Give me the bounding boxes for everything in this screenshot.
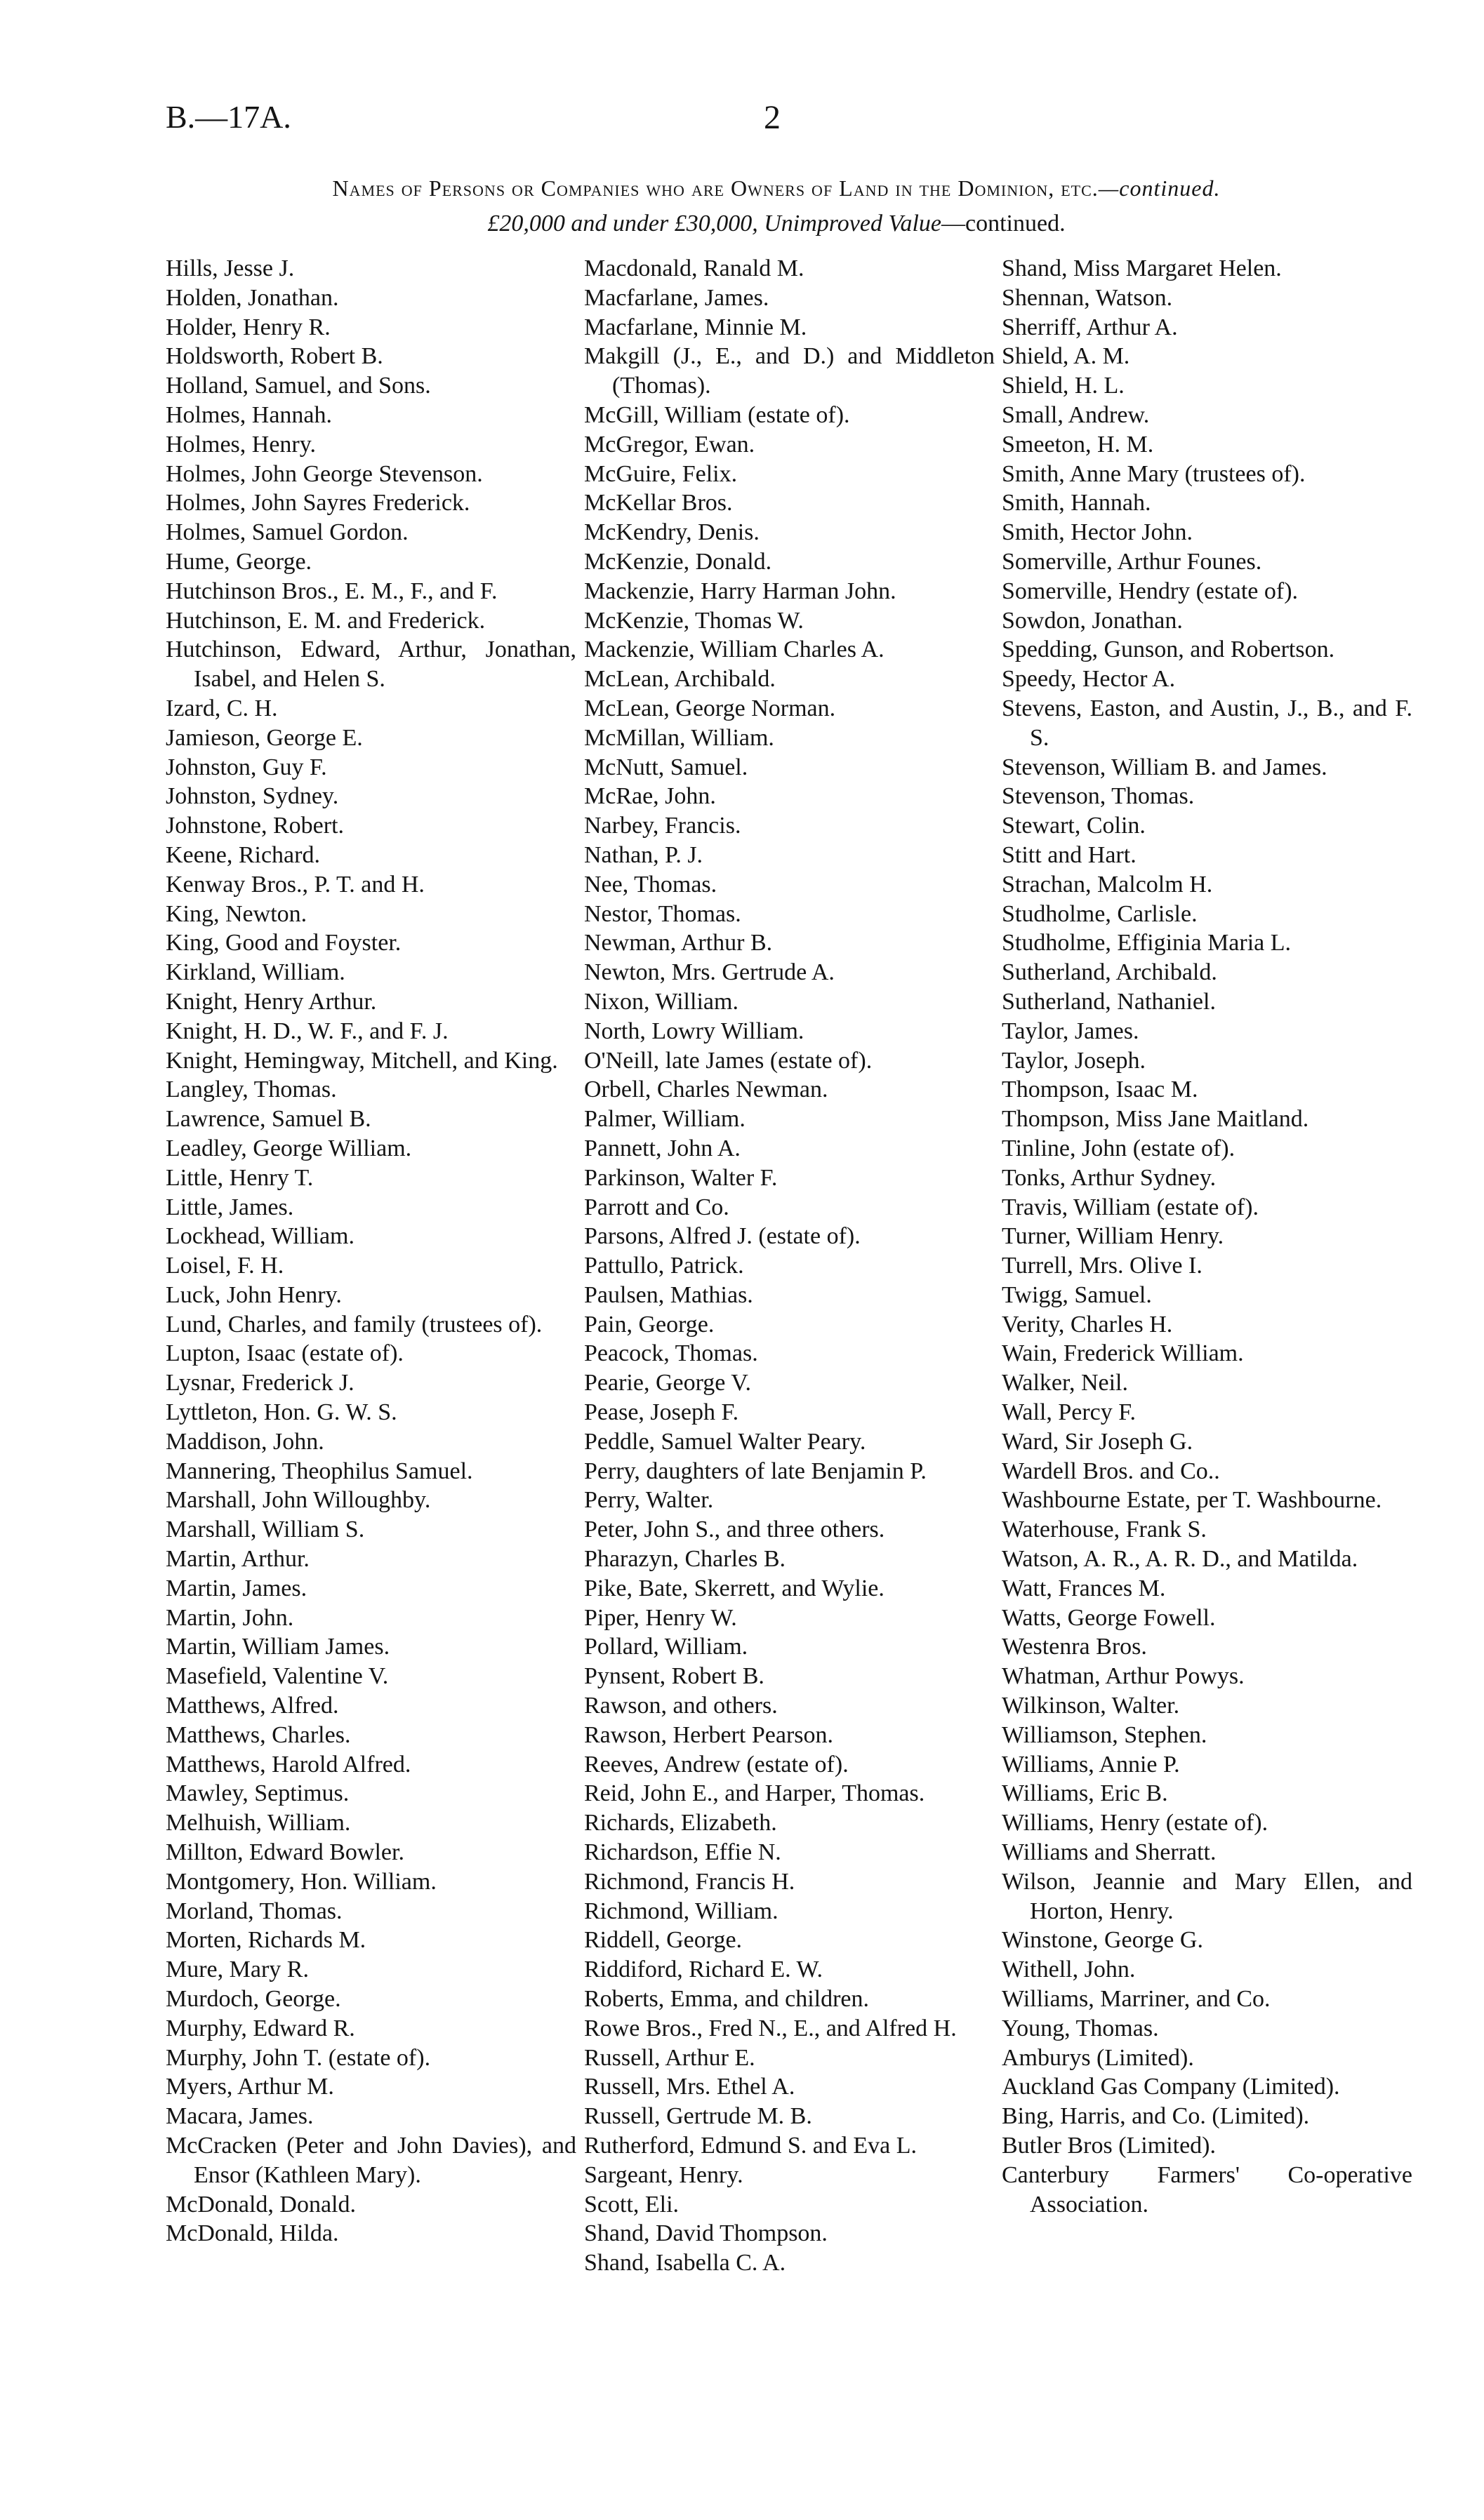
- owner-entry: Marshall, William S.: [166, 1516, 365, 1543]
- value-range: £20,000 and under £30,000, Unimproved Value: [487, 211, 941, 236]
- owner-entry: Hutchinson, Edward, Arthur, Jonathan, Isabel, and Helen S.: [166, 636, 576, 693]
- owner-entry: Mannering, Theophilus Samuel.: [166, 1458, 473, 1484]
- owner-entry: Tinline, John (estate of).: [1002, 1135, 1235, 1161]
- owner-entry: Sutherland, Archibald.: [1002, 959, 1217, 986]
- owner-entry: Morland, Thomas.: [166, 1898, 343, 1924]
- owner-entry: Rowe Bros., Fred N., E., and Alfred H.: [584, 2015, 957, 2041]
- owner-entry: Williamson, Stephen.: [1002, 1721, 1207, 1748]
- owner-entry: Palmer, William.: [584, 1106, 746, 1133]
- owner-entry: Watts, George Fowell.: [1002, 1604, 1216, 1631]
- owner-entry: Thompson, Miss Jane Maitland.: [1002, 1106, 1309, 1133]
- owner-entry: Wall, Percy F.: [1002, 1399, 1136, 1426]
- owner-entry: Travis, William (estate of).: [1002, 1194, 1259, 1220]
- owner-entry: McDonald, Hilda.: [166, 2220, 339, 2247]
- owner-entry: McMillan, William.: [584, 724, 774, 751]
- owner-entry: Mure, Mary R.: [166, 1956, 309, 1983]
- owner-entry: Morten, Richards M.: [166, 1927, 366, 1954]
- owner-entry: Orbell, Charles Newman.: [584, 1076, 828, 1103]
- owner-entry: Perry, daughters of late Benjamin P.: [584, 1458, 927, 1484]
- owner-entry: Smith, Hector John.: [1002, 519, 1193, 546]
- owner-entry: Richmond, Francis H.: [584, 1868, 795, 1895]
- owner-entry: Martin, Arthur.: [166, 1546, 310, 1573]
- owner-entry: Holdsworth, Robert B.: [166, 343, 383, 370]
- owner-entry: North, Lowry William.: [584, 1018, 804, 1044]
- owner-entry: Pattullo, Patrick.: [584, 1253, 744, 1279]
- owner-entry: McNutt, Samuel.: [584, 754, 748, 780]
- owner-entry: Watson, A. R., A. R. D., and Matilda.: [1002, 1546, 1358, 1573]
- owner-entry: Lyttleton, Hon. G. W. S.: [166, 1399, 397, 1426]
- owner-entry: Twigg, Samuel.: [1002, 1281, 1152, 1308]
- owner-entry: Pike, Bate, Skerrett, and Wylie.: [584, 1575, 885, 1601]
- owner-entry: Shand, David Thompson.: [584, 2220, 828, 2247]
- owner-entry: Holden, Jonathan.: [166, 284, 339, 311]
- owner-entry: Macfarlane, Minnie M.: [584, 314, 807, 340]
- owner-entry: Rawson, Herbert Pearson.: [584, 1721, 834, 1748]
- owner-entry: Studholme, Carlisle.: [1002, 900, 1198, 927]
- owner-entry: Williams, Annie P.: [1002, 1751, 1180, 1778]
- owner-entry: Pollard, William.: [584, 1634, 748, 1660]
- owner-entry: Murphy, John T. (estate of).: [166, 2044, 431, 2071]
- owner-entry: Jamieson, George E.: [166, 724, 363, 751]
- owner-entry: Johnston, Guy F.: [166, 754, 327, 780]
- owner-entry: Martin, James.: [166, 1575, 307, 1601]
- owner-entry: Scott, Eli.: [584, 2191, 680, 2218]
- owner-entry: Richardson, Effie N.: [584, 1839, 781, 1866]
- owner-entry: Parsons, Alfred J. (estate of).: [584, 1223, 861, 1250]
- owner-entry: Russell, Arthur E.: [584, 2044, 755, 2071]
- owner-entry: McKendry, Denis.: [584, 519, 760, 546]
- owner-entry: Roberts, Emma, and children.: [584, 1986, 870, 2013]
- title-continued: —continued.: [1098, 175, 1221, 201]
- owner-entry: McKenzie, Donald.: [584, 548, 772, 575]
- owner-entry: Pease, Joseph F.: [584, 1399, 739, 1426]
- title-main: Names of Persons or Companies who are Owners of Land in the Dominion, etc.: [332, 175, 1099, 201]
- owner-entry: Somerville, Hendry (estate of).: [1002, 578, 1299, 604]
- owner-entry: McGuire, Felix.: [584, 460, 738, 487]
- owner-entry: Kirkland, William.: [166, 959, 345, 986]
- owner-entry: Maddison, John.: [166, 1428, 324, 1455]
- owner-entry: Turner, William Henry.: [1002, 1223, 1224, 1250]
- owner-entry: Tonks, Arthur Sydney.: [1002, 1164, 1217, 1191]
- owner-entry: Parkinson, Walter F.: [584, 1164, 778, 1191]
- owner-entry: Strachan, Malcolm H.: [1002, 871, 1213, 898]
- owner-entry: McGregor, Ewan.: [584, 431, 755, 458]
- owner-entry: Riddell, George.: [584, 1927, 743, 1954]
- owner-entry: Reeves, Andrew (estate of).: [584, 1751, 849, 1778]
- owner-entry: Hutchinson Bros., E. M., F., and F.: [166, 578, 498, 604]
- owner-entry: Williams and Sherratt.: [1002, 1839, 1217, 1866]
- owner-entry: Newman, Arthur B.: [584, 930, 773, 956]
- owner-entry: Montgomery, Hon. William.: [166, 1868, 437, 1895]
- page-number: 2: [764, 99, 781, 136]
- owner-entry: Shield, A. M.: [1002, 343, 1130, 370]
- owner-entry: Stevenson, Thomas.: [1002, 783, 1195, 810]
- owner-entry: Walker, Neil.: [1002, 1370, 1128, 1396]
- owner-entry: Lysnar, Frederick J.: [166, 1370, 355, 1396]
- owner-entry: Martin, John.: [166, 1604, 294, 1631]
- owner-entry: Loisel, F. H.: [166, 1253, 284, 1279]
- owner-entry: Ward, Sir Joseph G.: [1002, 1428, 1193, 1455]
- owner-entry: Butler Bros (Limited).: [1002, 2133, 1217, 2159]
- owner-entry: Murdoch, George.: [166, 1986, 341, 2013]
- owner-entry: Rutherford, Edmund S. and Eva L.: [584, 2133, 917, 2159]
- document-id: B.—17A.: [166, 99, 291, 135]
- owner-entry: Holmes, Hannah.: [166, 401, 333, 428]
- owners-column-2: [584, 254, 995, 2278]
- owner-entry: Richards, Elizabeth.: [584, 1810, 777, 1836]
- owner-entry: Makgill (J., E., and D.) and Middleton (Thomas).: [584, 343, 995, 399]
- owner-entry: Wilkinson, Walter.: [1002, 1693, 1180, 1719]
- page-title: [166, 175, 1387, 201]
- owner-entry: Knight, Hemingway, Mitchell, and King.: [166, 1047, 558, 1074]
- owner-entry: Amburys (Limited).: [1002, 2044, 1194, 2071]
- owner-entry: Peacock, Thomas.: [584, 1340, 758, 1367]
- owner-entry: Russell, Gertrude M. B.: [584, 2103, 812, 2130]
- owner-entry: McKenzie, Thomas W.: [584, 607, 804, 634]
- owner-entry: Mackenzie, William Charles A.: [584, 636, 885, 663]
- owner-entry: Pannett, John A.: [584, 1135, 741, 1161]
- owner-entry: Paulsen, Mathias.: [584, 1281, 753, 1308]
- owner-entry: King, Good and Foyster.: [166, 930, 402, 956]
- owner-entry: Shand, Isabella C. A.: [584, 2250, 786, 2276]
- owner-entry: Parrott and Co.: [584, 1194, 729, 1220]
- owners-column-1: [166, 254, 576, 2248]
- owner-entry: Nee, Thomas.: [584, 871, 717, 898]
- owner-entry: Waterhouse, Frank S.: [1002, 1516, 1207, 1543]
- owner-entry: Wain, Frederick William.: [1002, 1340, 1244, 1367]
- owner-entry: Winstone, George G.: [1002, 1927, 1203, 1954]
- owner-entry: Thompson, Isaac M.: [1002, 1076, 1198, 1103]
- owner-entry: Macara, James.: [166, 2103, 314, 2130]
- owner-entry: Pain, George.: [584, 1311, 715, 1338]
- owner-entry: Hills, Jesse J.: [166, 255, 295, 281]
- owner-entry: Piper, Henry W.: [584, 1604, 737, 1631]
- owner-entry: McDonald, Donald.: [166, 2191, 357, 2218]
- owner-entry: Nixon, William.: [584, 988, 738, 1015]
- owner-entry: Riddiford, Richard E. W.: [584, 1956, 823, 1983]
- owner-entry: Melhuish, William.: [166, 1810, 351, 1836]
- owner-entry: Sutherland, Nathaniel.: [1002, 988, 1216, 1015]
- owner-entry: Taylor, Joseph.: [1002, 1047, 1146, 1074]
- owner-entry: Watt, Frances M.: [1002, 1575, 1166, 1601]
- owner-entry: Narbey, Francis.: [584, 813, 741, 839]
- owner-entry: McKellar Bros.: [584, 490, 733, 516]
- owner-entry: Marshall, John Willoughby.: [166, 1487, 431, 1514]
- owner-entry: Smith, Hannah.: [1002, 490, 1151, 516]
- owner-entry: Masefield, Valentine V.: [166, 1663, 389, 1690]
- owner-entry: Studholme, Effiginia Maria L.: [1002, 930, 1292, 956]
- owner-entry: Nestor, Thomas.: [584, 900, 741, 927]
- owner-entry: Stitt and Hart.: [1002, 841, 1137, 868]
- owner-entry: Williams, Marriner, and Co.: [1002, 1986, 1271, 2013]
- owner-entry: Mackenzie, Harry Harman John.: [584, 578, 896, 604]
- owner-entry: Smeeton, H. M.: [1002, 431, 1154, 458]
- owner-entry: Johnston, Sydney.: [166, 783, 339, 810]
- owner-entry: Keene, Richard.: [166, 841, 320, 868]
- owner-entry: Pharazyn, Charles B.: [584, 1546, 786, 1573]
- section-subtitle: [166, 211, 1387, 237]
- subtitle-continued: —continued.: [941, 211, 1066, 236]
- owner-entry: Lupton, Isaac (estate of).: [166, 1340, 404, 1367]
- owner-entry: Richmond, William.: [584, 1898, 779, 1924]
- owner-entry: Williams, Eric B.: [1002, 1780, 1168, 1807]
- owner-entry: Langley, Thomas.: [166, 1076, 337, 1103]
- owner-entry: Holmes, Samuel Gordon.: [166, 519, 409, 546]
- owner-entry: Mawley, Septimus.: [166, 1780, 350, 1807]
- owner-entry: McLean, George Norman.: [584, 695, 836, 721]
- owner-entry: Small, Andrew.: [1002, 401, 1150, 428]
- owner-entry: Shennan, Watson.: [1002, 284, 1173, 311]
- owner-entry: Pynsent, Robert B.: [584, 1663, 764, 1690]
- owner-entry: Lockhead, William.: [166, 1223, 355, 1250]
- owner-entry: O'Neill, late James (estate of).: [584, 1047, 873, 1074]
- owner-entry: Stewart, Colin.: [1002, 813, 1146, 839]
- owner-entry: Williams, Henry (estate of).: [1002, 1810, 1268, 1836]
- owner-entry: Peddle, Samuel Walter Peary.: [584, 1428, 866, 1455]
- owner-entry: Little, Henry T.: [166, 1164, 314, 1191]
- owner-entry: Washbourne Estate, per T. Washbourne.: [1002, 1487, 1382, 1514]
- owner-entry: Turrell, Mrs. Olive I.: [1002, 1253, 1203, 1279]
- owner-entry: Sowdon, Jonathan.: [1002, 607, 1183, 634]
- owner-entry: Somerville, Arthur Founes.: [1002, 548, 1262, 575]
- owner-entry: Murphy, Edward R.: [166, 2015, 355, 2041]
- owner-entry: Westenra Bros.: [1002, 1634, 1147, 1660]
- owner-entry: Knight, Henry Arthur.: [166, 988, 377, 1015]
- owner-entry: Smith, Anne Mary (trustees of).: [1002, 460, 1306, 487]
- owner-entry: Withell, John.: [1002, 1956, 1136, 1983]
- owner-entry: McLean, Archibald.: [584, 666, 776, 693]
- owner-entry: Taylor, James.: [1002, 1018, 1139, 1044]
- owner-entry: Izard, C. H.: [166, 695, 278, 721]
- owner-entry: Young, Thomas.: [1002, 2015, 1159, 2041]
- owner-entry: Matthews, Alfred.: [166, 1693, 339, 1719]
- owner-entry: Shield, H. L.: [1002, 373, 1125, 399]
- owner-entry: Pearie, George V.: [584, 1370, 751, 1396]
- owner-entry: Whatman, Arthur Powys.: [1002, 1663, 1245, 1690]
- owner-entry: Lawrence, Samuel B.: [166, 1106, 371, 1133]
- owner-entry: Wardell Bros. and Co..: [1002, 1458, 1220, 1484]
- owner-entry: Matthews, Charles.: [166, 1721, 351, 1748]
- owner-entry: Macfarlane, James.: [584, 284, 769, 311]
- owner-entry: McGill, William (estate of).: [584, 401, 850, 428]
- owner-entry: McRae, John.: [584, 783, 716, 810]
- owner-entry: Holmes, John Sayres Frederick.: [166, 490, 470, 516]
- owner-entry: Holland, Samuel, and Sons.: [166, 373, 431, 399]
- owner-entry: Sargeant, Henry.: [584, 2161, 743, 2188]
- owner-entry: Luck, John Henry.: [166, 1281, 342, 1308]
- owner-entry: Myers, Arthur M.: [166, 2074, 334, 2100]
- owner-entry: Macdonald, Ranald M.: [584, 255, 804, 281]
- owner-entry: King, Newton.: [166, 900, 307, 927]
- owner-entry: Speedy, Hector A.: [1002, 666, 1176, 693]
- owner-entry: Auckland Gas Company (Limited).: [1002, 2074, 1340, 2100]
- owner-entry: Little, James.: [166, 1194, 294, 1220]
- owner-entry: Reid, John E., and Harper, Thomas.: [584, 1780, 925, 1807]
- owner-entry: Sherriff, Arthur A.: [1002, 314, 1178, 340]
- owner-entry: Stevenson, William B. and James.: [1002, 754, 1327, 780]
- owner-entry: Martin, William James.: [166, 1634, 390, 1660]
- owner-entry: Bing, Harris, and Co. (Limited).: [1002, 2103, 1310, 2130]
- owner-entry: Russell, Mrs. Ethel A.: [584, 2074, 795, 2100]
- owner-entry: Nathan, P. J.: [584, 841, 703, 868]
- owner-entry: Verity, Charles H.: [1002, 1311, 1173, 1338]
- owner-entry: Newton, Mrs. Gertrude A.: [584, 959, 835, 986]
- owner-entry: Rawson, and others.: [584, 1693, 778, 1719]
- owner-entry: Perry, Walter.: [584, 1487, 714, 1514]
- page-header: [166, 98, 1379, 147]
- owner-entry: Matthews, Harold Alfred.: [166, 1751, 411, 1778]
- owner-entry: Canterbury Farmers' Co-operative Association.: [1002, 2161, 1412, 2218]
- owner-entry: Holmes, John George Stevenson.: [166, 460, 483, 487]
- owners-column-3: [1002, 254, 1412, 2219]
- owner-entry: Stevens, Easton, and Austin, J., B., and F. S.: [1002, 695, 1412, 751]
- owner-entry: Holmes, Henry.: [166, 431, 317, 458]
- owner-entry: Spedding, Gunson, and Robertson.: [1002, 636, 1335, 663]
- owner-entry: Hutchinson, E. M. and Frederick.: [166, 607, 486, 634]
- owner-entry: Millton, Edward Bowler.: [166, 1839, 404, 1866]
- owner-entry: Hume, George.: [166, 548, 312, 575]
- owner-entry: Shand, Miss Margaret Helen.: [1002, 255, 1282, 281]
- owner-entry: Peter, John S., and three others.: [584, 1516, 885, 1543]
- owner-entry: Lund, Charles, and family (trustees of).: [166, 1311, 543, 1338]
- owner-entry: Kenway Bros., P. T. and H.: [166, 871, 425, 898]
- owner-entry: Holder, Henry R.: [166, 314, 331, 340]
- owner-entry: Leadley, George William.: [166, 1135, 412, 1161]
- owner-entry: Johnstone, Robert.: [166, 813, 345, 839]
- owner-entry: Wilson, Jeannie and Mary Ellen, and Horton, Henry.: [1002, 1868, 1412, 1924]
- owner-entry: Knight, H. D., W. F., and F. J.: [166, 1018, 449, 1044]
- owner-entry: McCracken (Peter and John Davies), and Ensor (Kathleen Mary).: [166, 2133, 576, 2188]
